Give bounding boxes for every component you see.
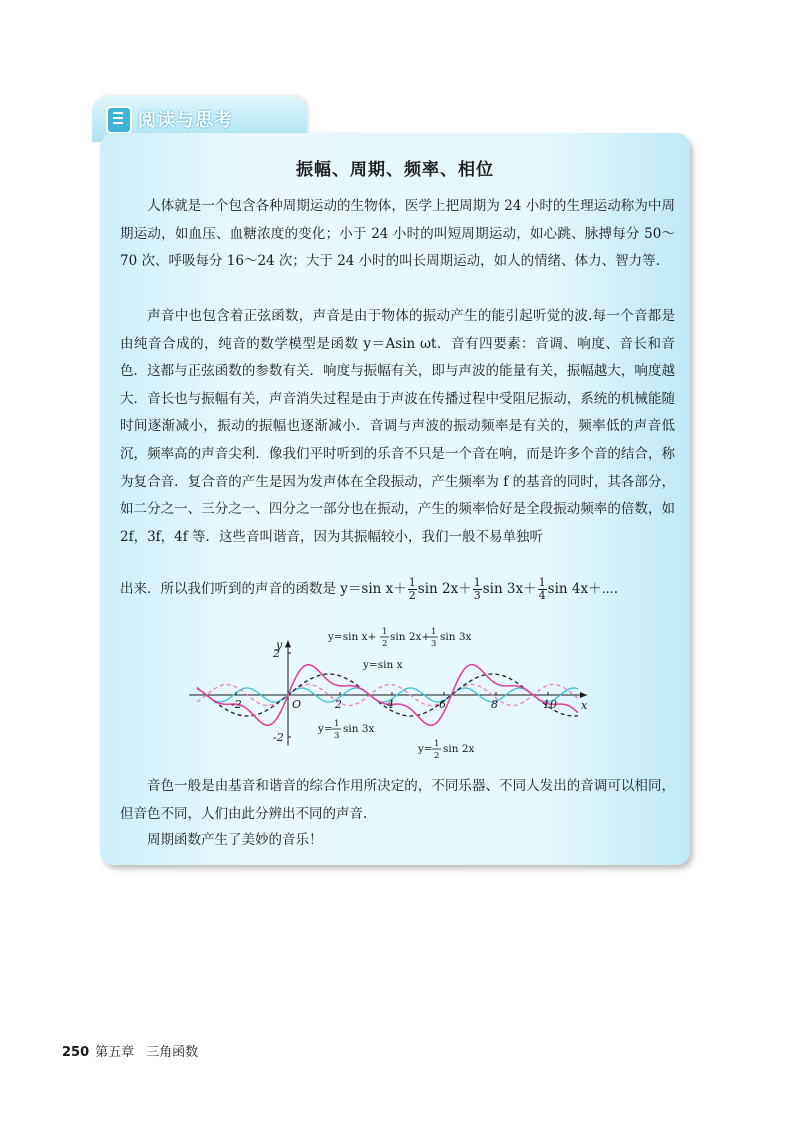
paragraph-1 [120,193,675,276]
x-tick-label-5: 10 [543,698,557,711]
x-tick-label-1: 2 [335,698,342,711]
x-tick-label-2: 4 [387,698,394,711]
paragraph-4-text: 周期函数产生了美妙的音乐！ [147,832,323,848]
formula-term-1: sin 2x＋ [417,581,472,597]
label-third-suffix: sin 3x [343,723,375,735]
label-sum-two: 2 [382,639,388,649]
chapter-label: 第五章 [95,1045,135,1060]
label-sum-mid: sin 2x+ [390,631,431,643]
sound-wave-chart [180,610,630,770]
x-tick-label-4: 8 [491,698,498,711]
paragraph-2 [120,303,675,551]
page-number: 250 [62,1045,90,1060]
label-third-prefix: y= [318,723,333,735]
label-third-one: 1 [334,719,340,729]
paragraph-2-text: 声音中也包含着正弦函数，声音是由于物体的振动产生的能引起听觉的波.每一个音都是由纯音合成的，纯音的数学模型是函数 y＝Asin ωt．音有四要素：音调、响度、音长和音色．这都与正弦函数的参数有关．响度与振幅有关，即与声波的能量有关，振幅越大，响度越大．音长也与振幅有关，声音消失过程是由于声波在传播过程中受阻尼振动，系统的机械能随时间逐渐减小，振动的振幅也逐渐减小．音调与声波的振动频率是有关的，频率低的声音低沉，频率高的声音尖利．像我们平时听到的乐音不只是一个音在响，而是许多个音的结合，称为复合音．复合音的产生是因为发声体在全段振动，产生频率为 f 的基音的同时，其各部分，如二分之一、三分之一、四分之一部分也在振动，产生的频率恰好是全段振动频率的倍数，如 2f，3f，4f 等．这些音叫谐音，因为其振幅较小，我们一般不易单独听 [120,308,675,545]
section-label: 阅读与思考 [138,110,233,131]
label-sum-one-a: 1 [382,627,388,637]
sound-formula [120,574,675,604]
label-sum-prefix: y=sin x+ [328,631,377,643]
label-sum-suffix: sin 3x [440,631,472,643]
paragraph-3-text: 音色一般是由基音和谐音的综合作用所决定的，不同乐器、不同人发出的音调可以相同，但音色不同，人们由此分辨出不同的声音. [120,778,675,822]
formula-term-2: sin 3x＋ [482,581,537,597]
formula-prefix: 出来．所以我们听到的声音的函数是 y＝sin x＋ [120,581,407,597]
fraction-third: $\frac{1}{3}$ [473,576,481,602]
chapter-title: 三角函数 [146,1045,199,1060]
x-axis-label: x [581,699,588,712]
label-third-three: 3 [334,731,340,741]
label-half-suffix: sin 2x [443,743,475,755]
book-icon [106,106,132,134]
label-sinx: y=sin x [363,659,403,671]
label-half-prefix: y= [418,743,433,755]
x-tick-label-0: -2 [231,698,242,711]
paragraph-1-text: 人体就是一个包含各种周期运动的生物体，医学上把周期为 24 小时的生理运动称为中周期运动，如血压、血糖浓度的变化；小于 24 小时的叫短周期运动，如心跳、脉搏每分 50～70 次、呼吸每分 16～24 次；大于 24 小时的叫长周期运动，如人的情绪、体力、智力等. [120,198,675,270]
x-axis-arrow [580,692,587,698]
page-footer [62,1041,198,1060]
y-tick-label-1: -2 [273,731,284,744]
article-title: 振幅、周期、频率、相位 [296,160,494,180]
origin-label: O [292,698,302,711]
y-tick-label-0: 2 [273,647,280,660]
paragraph-3 [120,773,675,828]
y-axis-label: y [276,638,283,652]
fraction-quarter: $\frac{1}{4}$ [538,576,546,602]
paragraph-4 [120,827,675,855]
label-half-one: 1 [434,739,440,749]
y-axis-arrow [285,640,291,647]
label-sum-one-b: 1 [431,627,437,637]
label-sum-three: 3 [431,639,437,649]
formula-term-3: sin 4x＋⋯. [547,581,619,597]
fraction-half: $\frac{1}{2}$ [408,576,416,602]
label-half-two: 2 [434,751,440,761]
x-tick-label-3: 6 [439,698,446,711]
